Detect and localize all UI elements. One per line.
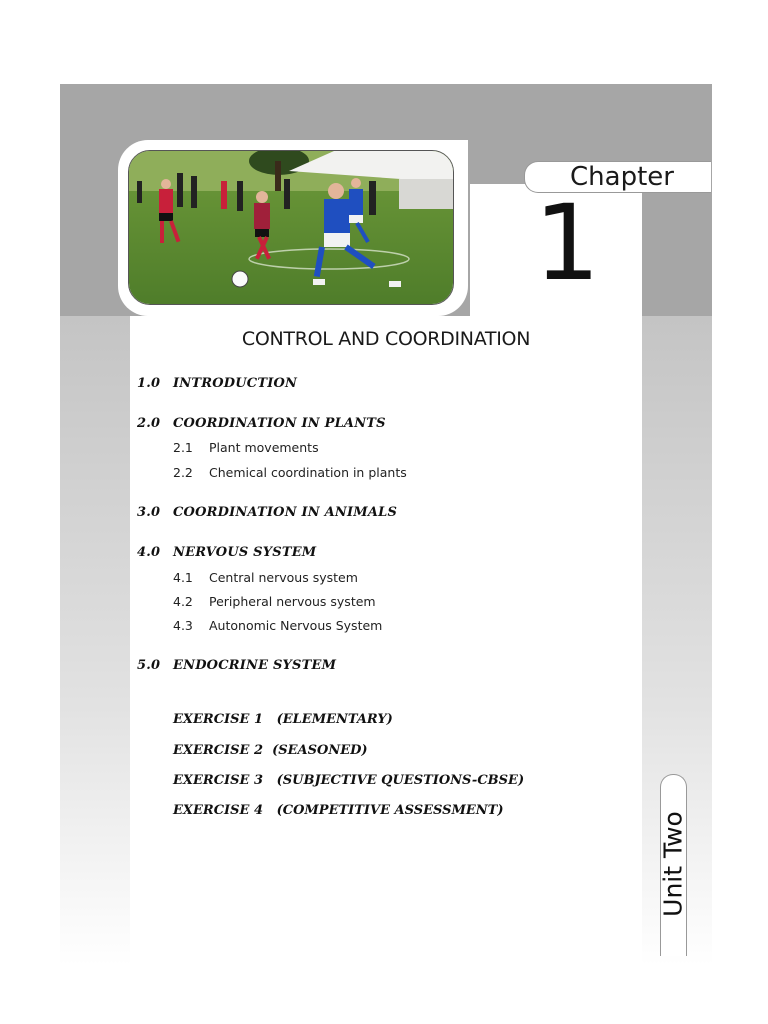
toc-section-label: ENDOCRINE SYSTEM bbox=[173, 658, 337, 673]
toc-subsection-number: 2.1 bbox=[173, 440, 193, 455]
exercise-desc: (SUBJECTIVE QUESTIONS-CBSE) bbox=[276, 773, 525, 788]
toc-section bbox=[137, 416, 386, 431]
chapter-label-tab: Chapter bbox=[524, 161, 711, 193]
toc-subsection-number: 4.3 bbox=[173, 618, 193, 633]
exercise-desc: (SEASONED) bbox=[272, 743, 368, 758]
toc-subsection bbox=[173, 618, 382, 633]
toc-subsection bbox=[173, 440, 319, 455]
left-gradient-margin bbox=[60, 316, 130, 966]
toc-subsection-label: Plant movements bbox=[209, 440, 319, 455]
toc-subsection bbox=[173, 465, 407, 480]
toc-section-label: COORDINATION IN ANIMALS bbox=[173, 505, 398, 520]
toc-section-number: 2.0 bbox=[137, 416, 161, 431]
photo-illustration bbox=[129, 151, 453, 304]
exercise-desc: (COMPETITIVE ASSESSMENT) bbox=[276, 803, 504, 818]
exercise-item bbox=[173, 743, 368, 758]
exercise-label: EXERCISE 4 bbox=[173, 803, 264, 818]
toc-subsection bbox=[173, 570, 358, 585]
chapter-number: 1 bbox=[534, 182, 601, 304]
toc-subsection-label: Central nervous system bbox=[209, 570, 358, 585]
toc-section-label: NERVOUS SYSTEM bbox=[173, 545, 317, 560]
toc-subsection-number: 4.1 bbox=[173, 570, 193, 585]
exercise-item bbox=[173, 803, 504, 818]
exercise-label: EXERCISE 2 bbox=[173, 743, 264, 758]
toc-section-number: 4.0 bbox=[137, 545, 161, 560]
football-players-photo bbox=[128, 150, 454, 305]
toc-section-number: 5.0 bbox=[137, 658, 161, 673]
unit-label: Unit Two bbox=[658, 811, 688, 917]
toc-subsection-number: 2.2 bbox=[173, 465, 193, 480]
toc-subsection-label: Autonomic Nervous System bbox=[209, 618, 383, 633]
toc-section bbox=[137, 505, 397, 520]
toc-subsection-label: Chemical coordination in plants bbox=[209, 465, 407, 480]
toc-section bbox=[137, 545, 316, 560]
toc-section-label: INTRODUCTION bbox=[173, 376, 298, 391]
exercise-item bbox=[173, 712, 393, 727]
toc-section bbox=[137, 376, 297, 391]
exercise-label: EXERCISE 1 bbox=[173, 712, 264, 727]
exercise-item bbox=[173, 773, 524, 788]
toc-section-number: 1.0 bbox=[137, 376, 161, 391]
exercise-desc: (ELEMENTARY) bbox=[276, 712, 393, 727]
toc-section-label: COORDINATION IN PLANTS bbox=[173, 416, 386, 431]
toc-subsection bbox=[173, 594, 376, 609]
toc-subsection-number: 4.2 bbox=[173, 594, 193, 609]
toc-section-number: 3.0 bbox=[137, 505, 161, 520]
toc-section bbox=[137, 658, 336, 673]
page-title: CONTROL AND COORDINATION bbox=[241, 328, 531, 350]
toc-subsection-label: Peripheral nervous system bbox=[209, 594, 376, 609]
exercise-label: EXERCISE 3 bbox=[173, 773, 264, 788]
